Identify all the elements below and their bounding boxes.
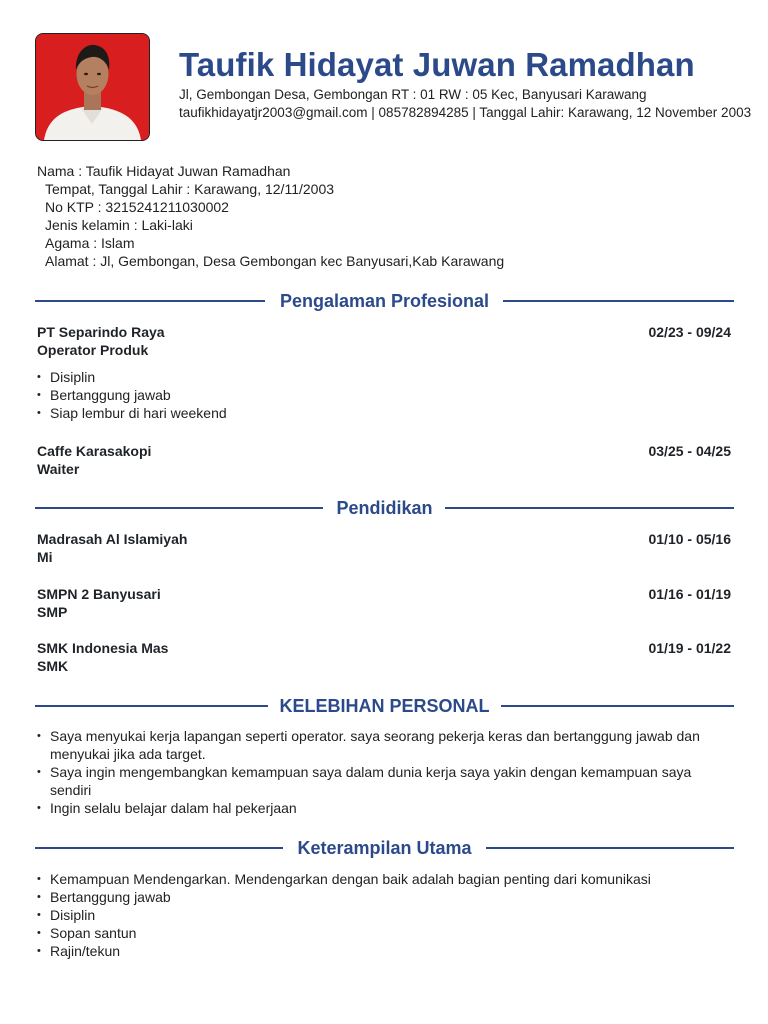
job-title: Waiter	[37, 461, 80, 477]
candidate-name: Taufik Hidayat Juwan Ramadhan	[179, 46, 695, 83]
school-name: SMPN 2 Banyusari	[37, 586, 161, 602]
info-gender: Jenis kelamin : Laki-laki	[45, 217, 193, 233]
info-birth: Tempat, Tanggal Lahir : Karawang, 12/11/2003	[45, 181, 335, 197]
section-header-strengths	[35, 694, 734, 718]
experience-entry	[37, 323, 731, 359]
date-range: 02/23 - 09/24	[648, 324, 731, 340]
info-ktp: No KTP : 3215241211030002	[45, 199, 229, 215]
info-religion: Agama : Islam	[45, 235, 135, 251]
list-item: • Sopan santun	[37, 924, 731, 942]
list-item: • Ingin selalu belajar dalam hal pekerjaan	[37, 799, 731, 817]
section-title: Keterampilan Utama	[297, 838, 472, 858]
section-header-experience	[35, 289, 734, 313]
info-address: Alamat : Jl, Gembongan, Desa Gembongan kec Banyusari,Kab Karawang	[45, 253, 505, 269]
section-header-skills	[35, 836, 734, 860]
list-item: • Rajin/tekun	[37, 942, 731, 960]
employer-name: Caffe Karasakopi	[37, 443, 152, 459]
list-item: • Bertanggung jawab	[37, 888, 731, 906]
section-title: KELEBIHAN PERSONAL	[279, 696, 490, 716]
section-title: Pendidikan	[336, 498, 433, 518]
list-item: • Saya ingin mengembangkan kemampuan saya dalam dunia kerja saya yakin dengan kemampuan saya sendiri	[37, 763, 731, 799]
employer-name: PT Separindo Raya	[37, 324, 165, 340]
list-item: • Kemampuan Mendengarkan. Mendengarkan dengan baik adalah bagian penting dari komunikasi	[37, 870, 731, 888]
section-header-education	[35, 496, 734, 520]
address-line: Jl, Gembongan Desa, Gembongan RT : 01 RW : 05 Kec, Banyusari Karawang	[179, 87, 647, 102]
education-entry	[37, 639, 731, 675]
school-name: Madrasah Al Islamiyah	[37, 531, 188, 547]
strengths-list	[37, 727, 731, 817]
date-range: 03/25 - 04/25	[648, 443, 731, 459]
personal-info	[37, 162, 504, 270]
profile-photo-image	[36, 34, 149, 140]
list-item: • Saya menyukai kerja lapangan seperti operator. saya seorang pekerja keras dan bertanggung jawab dan menyukai jika ada target.	[37, 727, 731, 763]
date-range: 01/19 - 01/22	[648, 640, 731, 656]
school-name: SMK Indonesia Mas	[37, 640, 169, 656]
date-range: 01/10 - 05/16	[648, 531, 731, 547]
list-item: • Disiplin	[37, 368, 227, 386]
list-item: • Siap lembur di hari weekend	[37, 404, 227, 422]
contact-line: taufikhidayatjr2003@gmail.com | 085782894285 | Tanggal Lahir: Karawang, 12 November 2003	[179, 105, 752, 120]
school-level: SMK	[37, 658, 69, 674]
education-entry	[37, 530, 731, 566]
list-item: • Bertanggung jawab	[37, 386, 227, 404]
date-range: 01/16 - 01/19	[648, 586, 731, 602]
list-item: • Disiplin	[37, 906, 731, 924]
skills-list	[37, 870, 731, 960]
info-name: Nama : Taufik Hidayat Juwan Ramadhan	[37, 163, 291, 179]
job-title: Operator Produk	[37, 342, 149, 358]
experience-bullets	[37, 368, 227, 422]
school-level: SMP	[37, 604, 68, 620]
education-entry	[37, 585, 731, 621]
section-title: Pengalaman Profesional	[279, 291, 490, 311]
school-level: Mi	[37, 549, 53, 565]
profile-photo	[35, 33, 150, 141]
experience-entry	[37, 442, 731, 478]
